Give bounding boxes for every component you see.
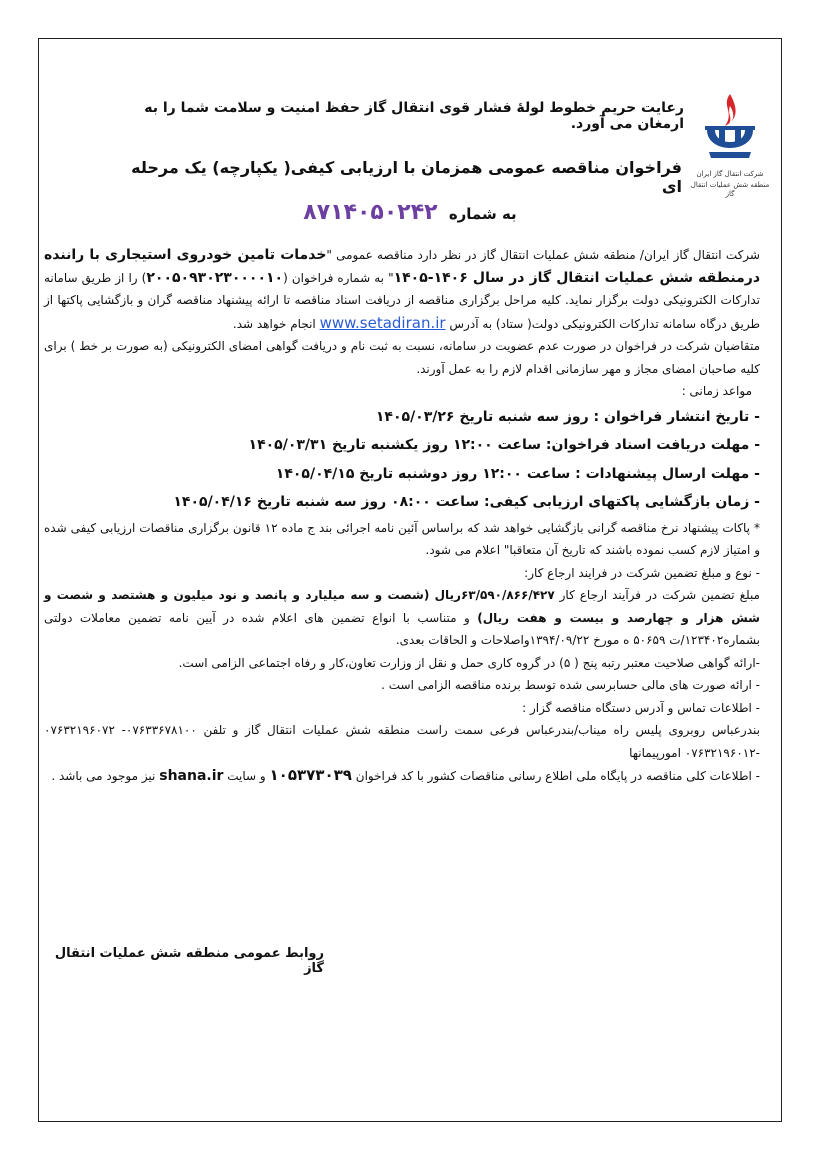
setadiran-link[interactable]: www.setadiran.ir bbox=[319, 313, 446, 332]
schedule-item-submission: - مهلت ارسال پیشنهادات : ساعت ۱۲:۰۰ روز دوشنبه تاریخ ۱۴۰۵/۰۴/۱۵ bbox=[275, 465, 760, 482]
guarantee-amount: ۶۳/۵۹۰/۸۶۶/۴۲۷ریال (شصت و سه میلیارد و پانصد و نود میلیون و هشتصد و شصت و شش هزار و چهارصد و بیست و هفت ریال) bbox=[44, 588, 760, 625]
page-title: فراخوان مناقصه عمومی همزمان با ارزیابی کیفی( یکپارچه) یک مرحله ای bbox=[131, 158, 682, 196]
call-code: ۱۰۵۳۷۳۰۳۹ bbox=[269, 766, 352, 784]
guarantee-text-a: مبلغ تضمین شرکت در فرآیند ارجاع کار bbox=[559, 588, 760, 602]
info-text-e: نیز موجود می باشد . bbox=[51, 769, 156, 783]
schedule-item-documents: - مهلت دریافت اسناد فراخوان: ساعت ۱۲:۰۰ روز یکشنبه تاریخ ۱۴۰۵/۰۳/۳۱ bbox=[248, 437, 760, 453]
call-number: ۲۰۰۵۰۹۳۰۲۳۰۰۰۰۱۰ bbox=[146, 269, 284, 286]
note-guarantee-heading: - نوع و مبلغ تضمین شرکت در فرایند ارجاع کار: bbox=[524, 565, 760, 580]
note-envelopes: * پاکات پیشنهاد نرخ مناقصه گرانی بازگشایی خواهد شد که براساس آئین نامه اجرائی بند ج ماده ۱۲ قانون برگزاری مناقصات ارزیابی کیفی شده و امتیاز لازم کسب نموده باشند که تاریخ آن متعاقبا" اعلام می شود. bbox=[44, 520, 761, 557]
note-info bbox=[44, 764, 760, 788]
tender-number: ۸۷۱۴۰۵۰۲۴۲ bbox=[303, 200, 438, 225]
info-text-c: و سایت bbox=[227, 769, 266, 783]
schedule-list bbox=[44, 403, 760, 517]
intro-text-c: " به شماره فراخوان ( bbox=[283, 270, 394, 285]
note-qualification: -ارائه گواهی صلاحیت معتبر رتبه پنج ( ۵) در گروه کاری حمل و نقل از وزارت تعاون،کار و رفاه اجتماعی الزامی است. bbox=[178, 655, 760, 670]
note-financial: - ارائه صورت های مالی حسابرسی شده توسط برنده مناقصه الزامی است . bbox=[381, 678, 760, 692]
service-title: خدمات تامین خودروی استیجاری با راننده درمنطقه شش عملیات انتقال گاز در سال ۱۴۰۶-۱۴۰۵ bbox=[44, 247, 760, 286]
logo-caption-line1: شرکت انتقال گاز ایران bbox=[696, 170, 764, 178]
schedule-item-opening: - زمان بازگشایی پاکتهای ارزیابی کیفی: ساعت ۰۸:۰۰ روز سه شنبه تاریخ ۱۴۰۵/۰۴/۱۶ bbox=[173, 494, 760, 510]
schedule-item-publish: - تاریخ انتشار فراخوان : روز سه شنبه تاریخ ۱۴۰۵/۰۳/۲۶ bbox=[375, 408, 760, 425]
guarantee-text-c: و متناسب با انواع تضمین های اعلام شده در آیین نامه تضمین معاملات دولتی بشماره۱۲۳۴۰۲/ت ۵۰۶۵۹ ه مورخ ۱۳۹۴/۰۹/۲۲واصلاحات و الحاقات بعدی. bbox=[44, 610, 760, 647]
safety-slogan: رعایت حریم خطوط لولهٔ فشار قوی انتقال گاز حفظ امنیت و سلامت شما را به ارمغان می آورد. bbox=[144, 100, 684, 132]
intro-text-e: ) را از طریق سامانه تدارکات الکترونیکی دولت برگزار نماید. کلیه مراحل برگزاری مناقصه از دریافت اسناد مناقصه تا ارائه پیشنهاد مناقصه گران و بازگشایی پاکتها از طریق درگاه سامانه تدارکات الکترونیکی دولت( ستاد) به آدرس bbox=[44, 270, 760, 331]
intro-text-a: شرکت انتقال گاز ایران/ منطقه شش عملیات انتقال گاز در نظر دارد مناقصه عمومی " bbox=[326, 248, 760, 262]
registration-paragraph: متقاضیان شرکت در فراخوان در صورت عدم عضویت در سامانه، نسبت به ثبت نام و دریافت گواهی امضای الکترونیکی (به صورت بر خط ) برای کلیه صاحبان امضای مجاز و مهر سازمانی اقدام لازم را به عمل آورند. bbox=[44, 339, 760, 376]
schedule-heading: مواعد زمانی : bbox=[681, 384, 752, 398]
announcement-body bbox=[44, 244, 760, 788]
signature: روابط عمومی منطقه شش عملیات انتقال گاز bbox=[54, 946, 324, 976]
tender-number-row bbox=[40, 200, 780, 225]
note-contact: بندرعباس روبروی پلیس راه میناب/بندرعباس فرعی سمت راست منطقه شش عملیات انتقال گاز و تلفن ۰۷۶۳۳۶۷۸۱۰۰- ۰۷۶۳۲۱۹۶۰۷۲ -۰۷۶۳۲۱۹۶۰۱۲ امورپیمانها bbox=[44, 723, 760, 760]
note-guarantee bbox=[44, 584, 760, 652]
logo-caption-line2: منطقه شش عملیات انتقال گاز bbox=[690, 181, 770, 198]
tender-number-prefix: به شماره bbox=[448, 205, 517, 223]
shana-site: shana.ir bbox=[159, 768, 224, 784]
info-text-a: - اطلاعات کلی مناقصه در پایگاه ملی اطلاع رسانی مناقصات کشور با کد فراخوان bbox=[355, 769, 760, 783]
nigc-flame-logo-icon bbox=[699, 92, 761, 164]
company-logo bbox=[690, 92, 770, 212]
note-contact-heading: - اطلاعات تماس و آدرس دستگاه مناقصه گزار : bbox=[522, 700, 760, 715]
intro-paragraph bbox=[44, 244, 760, 335]
announcement-page bbox=[40, 40, 780, 1120]
intro-text-f: انجام خواهد شد. bbox=[232, 316, 316, 331]
